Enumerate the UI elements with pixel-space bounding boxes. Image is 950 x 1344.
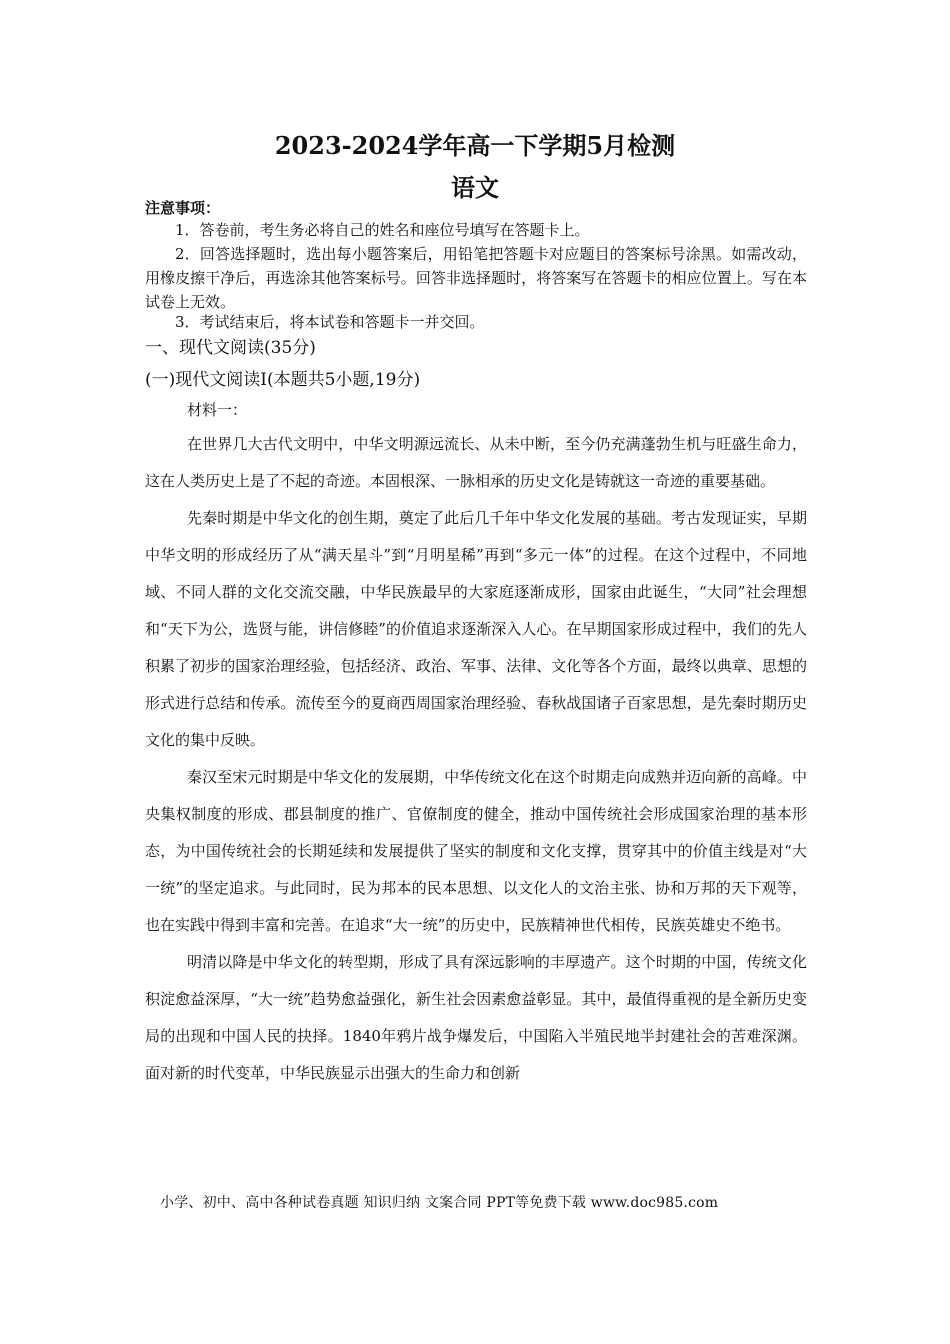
paragraph-4: 明清以降是中华文化的转型期，形成了具有深远影响的丰厚遗产。这个时期的中国，传统文化积淀愈益深厚，“大一统”趋势愈益强化，新生社会因素愈益彰显。其中，最值得重视的是全新历史变局的出现和中国人民的抉择。1840年鸦片战争爆发后，中国陷入半殖民地半封建社会的苦难深渊。面对新的时代变革，中华民族显示出强大的生命力和创新	[145, 953, 807, 1082]
notice-item-1	[145, 218, 807, 242]
section-heading-part1-sub: (一)现代文阅读Ⅰ(本题共5小题,19分)	[145, 370, 421, 390]
footer-watermark: 小学、初中、高中各种试卷真题 知识归纳 文案合同 PPT等免费下载 www.doc985.com	[160, 1195, 719, 1211]
paragraph-1: 在世界几大古代文明中，中华文明源远流长、从未中断，至今仍充满蓬勃生机与旺盛生命力，这在人类历史上是了不起的奇迹。本固根深、一脉相承的历史文化是铸就这一奇迹的重要基础。	[145, 435, 807, 490]
subject-title: 语文	[451, 173, 499, 202]
notice-item-2-text: 2．回答选择题时，选出每小题答案后，用铅笔把答题卡对应题目的答案标号涂黑。如需改动，用橡皮擦干净后，再选涂其他答案标号。回答非选择题时，将答案写在答题卡的相应位置上。写在本试卷上无效。	[145, 245, 807, 311]
notice-heading: 注意事项：	[145, 199, 221, 217]
notice-item-3	[145, 310, 807, 334]
material-label: 材料一：	[187, 401, 248, 419]
notice-item-1-text: 1．答卷前，考生务必将自己的姓名和座位号填写在答题卡上。	[175, 221, 590, 239]
paragraph-3: 秦汉至宋元时期是中华文化的发展期，中华传统文化在这个时期走向成熟并迈向新的高峰。中央集权制度的形成、郡县制度的推广、官僚制度的健全，推动中国传统社会形成国家治理的基本形态，为中国传统社会的长期延续和发展提供了坚实的制度和文化支撑，贯穿其中的价值主线是对“大一统”的坚定追求。与此同时，民为邦本的民本思想、以文化人的文治主张、协和万邦的天下观等，也在实践中得到丰富和完善。在追求“大一统”的历史中，民族精神世代相传，民族英雄史不绝书。	[145, 768, 807, 934]
notice-item-3-text: 3．考试结束后，将本试卷和答题卡一并交回。	[175, 313, 485, 331]
paragraph-2: 先秦时期是中华文化的创生期，奠定了此后几千年中华文化发展的基础。考古发现证实，早期中华文明的形成经历了从“满天星斗”到“月明星稀”再到“多元一体”的过程。在这个过程中，不同地域、不同人群的文化交流交融，中华民族最早的大家庭逐渐成形，国家由此诞生，“大同”社会理想和“天下为公，选贤与能，讲信修睦”的价值追求逐渐深入人心。在早期国家形成过程中，我们的先人积累了初步的国家治理经验，包括经济、政治、军事、法律、文化等各个方面，最终以典章、思想的形式进行总结和传承。流传至今的夏商西周国家治理经验、春秋战国诸子百家思想，是先秦时期历史文化的集中反映。	[145, 509, 807, 749]
notice-item-2	[145, 242, 807, 314]
page-title: 2023-2024学年高一下学期5月检测	[274, 131, 676, 160]
section-heading-part1: 一、现代文阅读(35分)	[145, 338, 316, 358]
reading-passage	[145, 426, 807, 1092]
